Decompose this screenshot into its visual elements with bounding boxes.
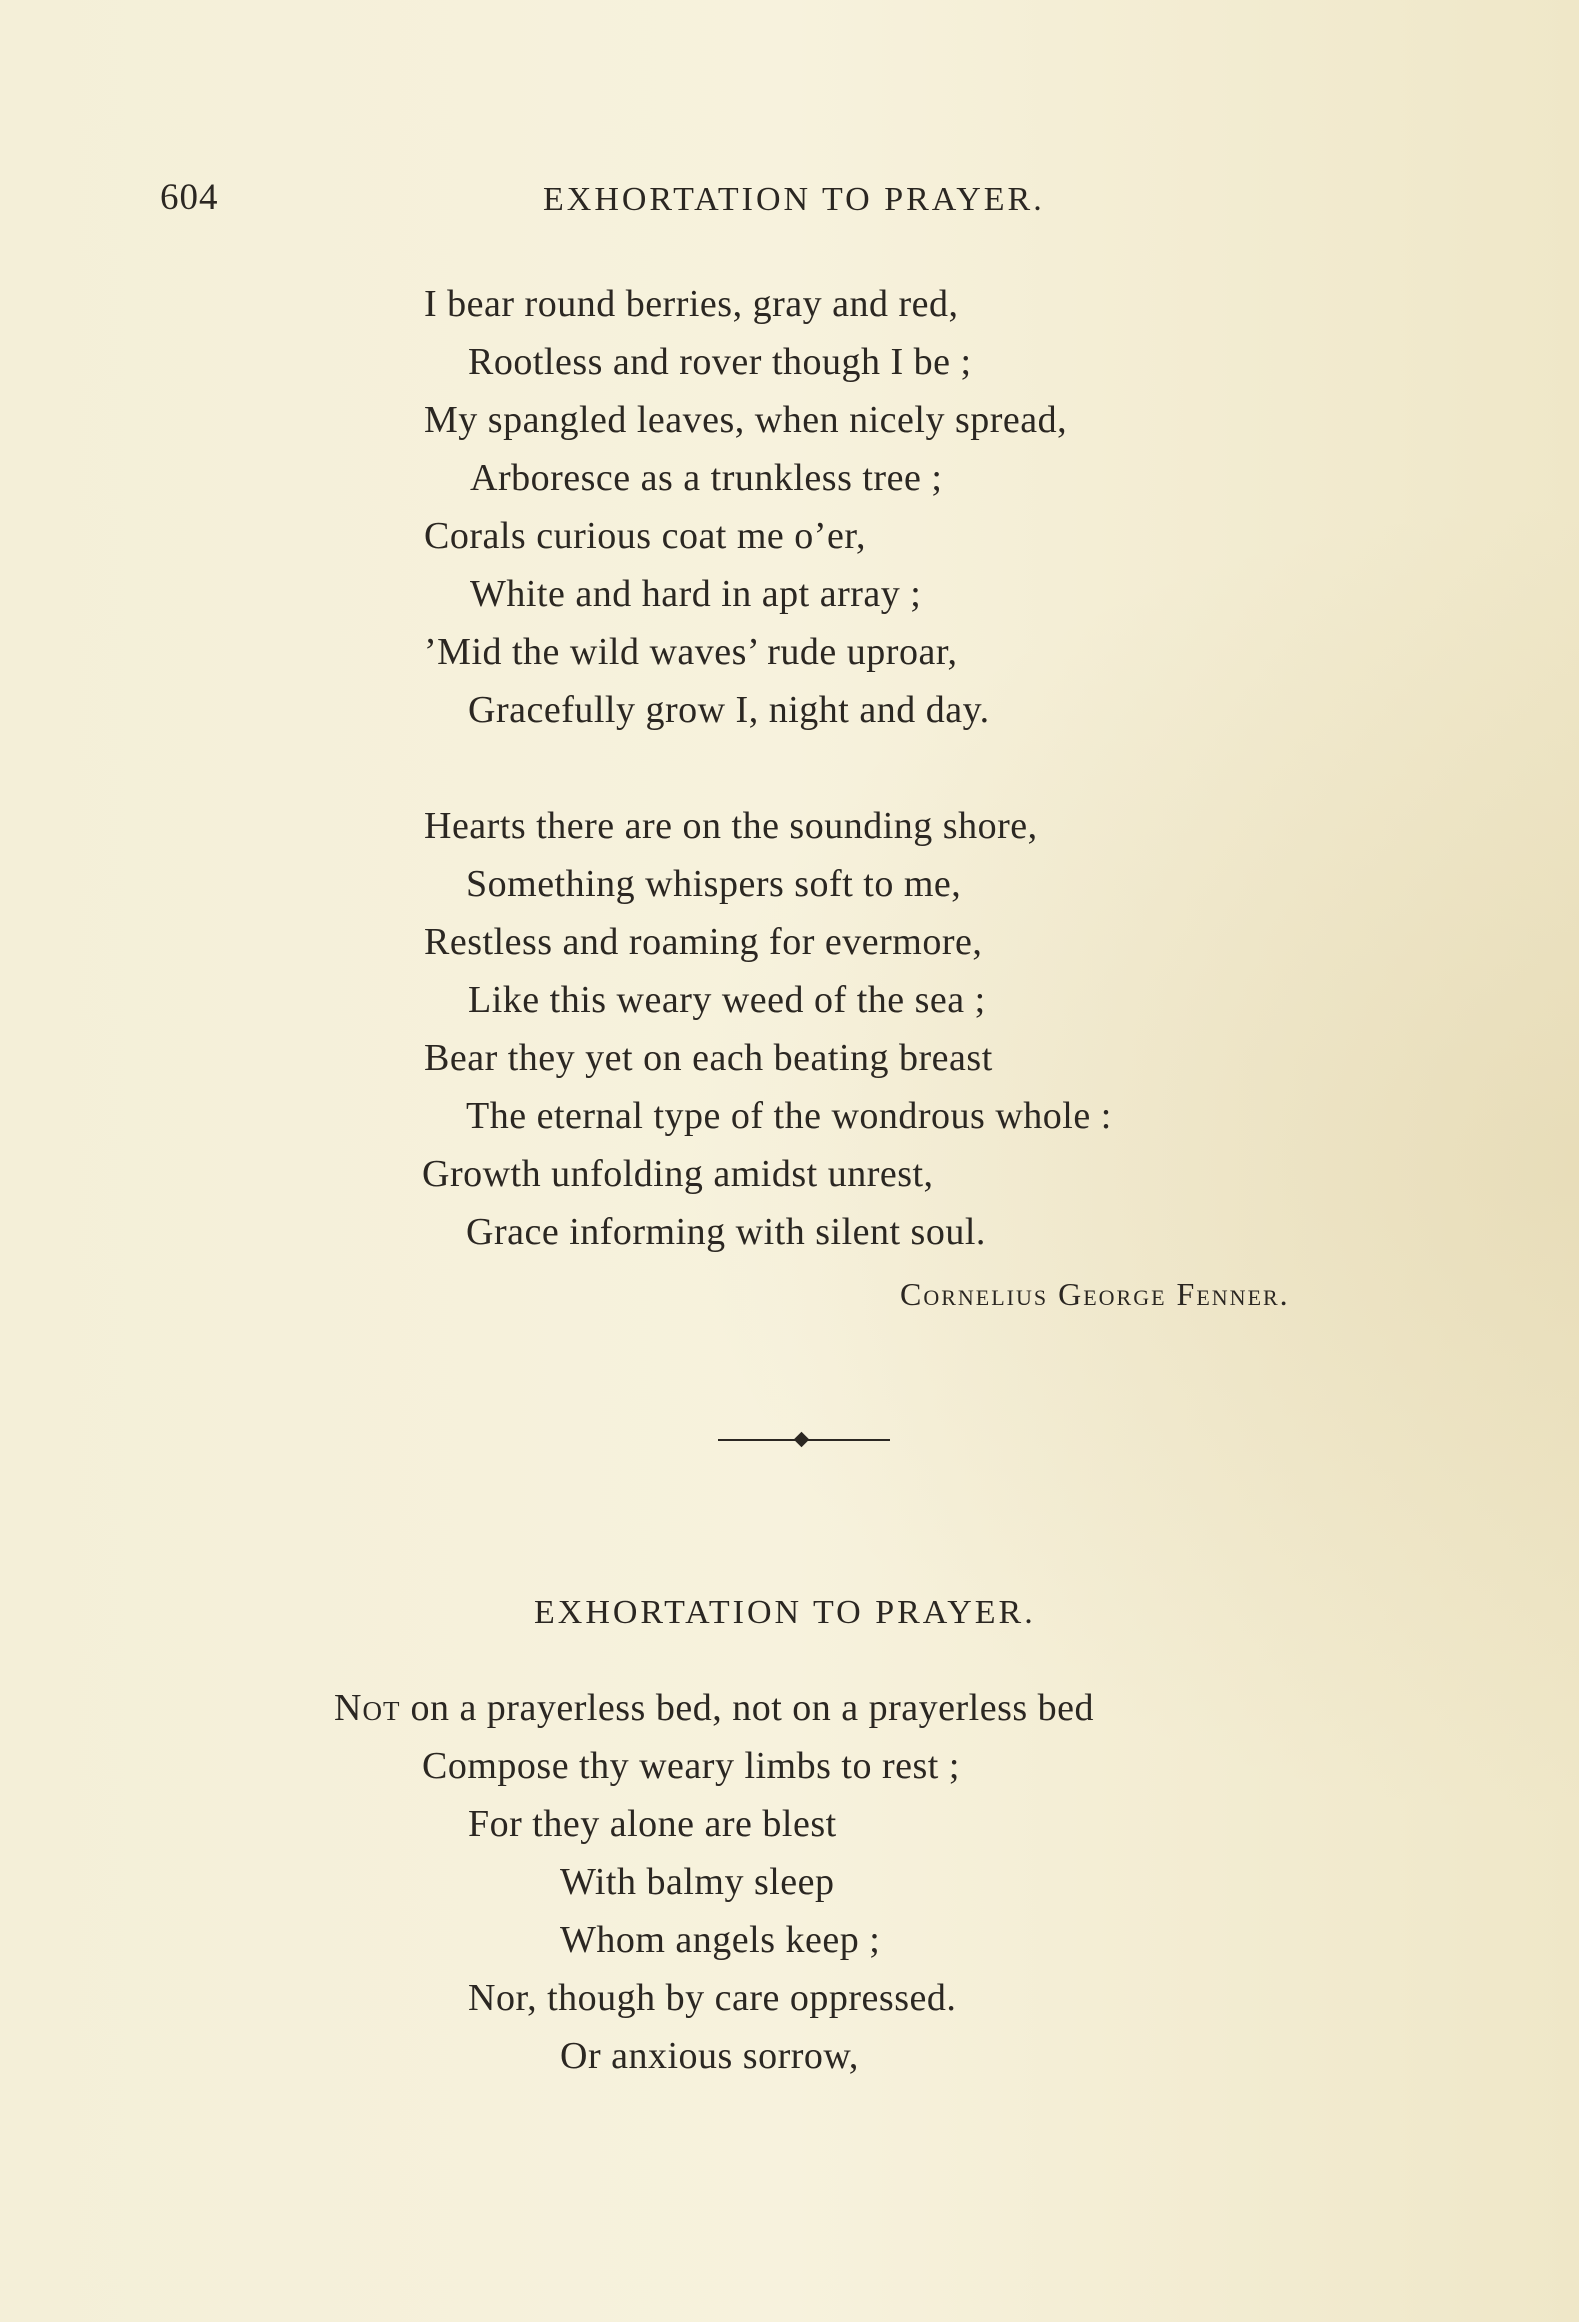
poem-line: Or anxious sorrow, (560, 2035, 859, 2077)
running-title: EXHORTATION TO PRAYER. (543, 181, 1045, 218)
poem-line (334, 1686, 1094, 1730)
poem-line: Whom angels keep ; (560, 1919, 881, 1961)
poem-line: Rootless and rover though I be ; (468, 341, 972, 383)
poem-line: Nor, though by care oppressed. (468, 1977, 957, 2019)
author-signature: Cornelius George Fenner. (900, 1276, 1290, 1312)
poem-line: For they alone are blest (468, 1803, 837, 1845)
poem-line: Like this weary weed of the sea ; (468, 979, 986, 1021)
page-number: 604 (160, 177, 219, 218)
poem-line: ’Mid the wild waves’ rude uproar, (424, 631, 958, 673)
poem-line: Corals curious coat me o’er, (424, 515, 866, 557)
poem-line: Something whispers soft to me, (466, 863, 962, 905)
poem-line: Compose thy weary limbs to rest ; (422, 1745, 960, 1787)
poem-line: Hearts there are on the sounding shore, (424, 805, 1038, 847)
poem-line: Arboresce as a trunkless tree ; (470, 457, 943, 499)
poem-line: I bear round berries, gray and red, (424, 283, 959, 325)
first-word-small-caps: Not (334, 1687, 401, 1729)
poem-line: Restless and roaming for evermore, (424, 921, 983, 963)
section-title: EXHORTATION TO PRAYER. (534, 1594, 1036, 1631)
poem-line: Gracefully grow I, night and day. (468, 689, 990, 731)
first-line-rest: on a prayerless bed, not on a prayerless bed (400, 1687, 1095, 1729)
poem-line: The eternal type of the wondrous whole : (466, 1095, 1112, 1137)
poem-line: Growth unfolding amidst unrest, (422, 1153, 934, 1195)
divider-diamond-ornament (794, 1432, 810, 1448)
poem-line: With balmy sleep (560, 1861, 835, 1903)
poem-line: Bear they yet on each beating breast (424, 1037, 993, 1079)
poem-line: Grace informing with silent soul. (466, 1211, 986, 1253)
poem-line: My spangled leaves, when nicely spread, (424, 399, 1068, 441)
poem-line: White and hard in apt array ; (470, 573, 922, 615)
